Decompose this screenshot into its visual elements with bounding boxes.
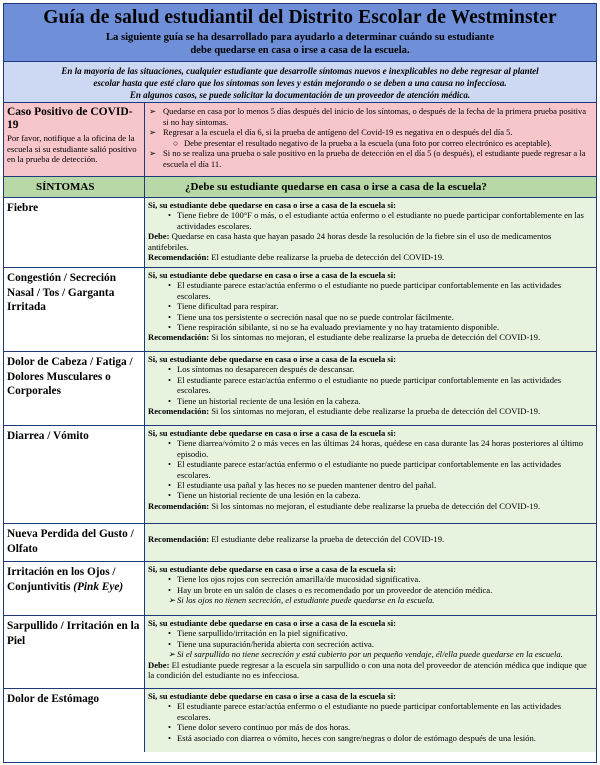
guidance-must: Debe: El estudiante puede regresar a la escuela sin sarpullido o con una nota del proveedor de atención médica que indique que la condición del estudiante no es infecciosa. (148, 659, 587, 681)
guidance-bullet: ➢ Si el sarpullido no tiene secreción y está cubierto por un pequeño vendaje, él/ella puede quedarse en la escuela. (168, 649, 563, 660)
bullet-icon: • (168, 210, 172, 221)
bullet-icon: • (168, 722, 172, 733)
guidance-bullet: • El estudiante parece estar/actúa enfermo o el estudiante no puede participar confortablemente en las actividades escolares. (168, 374, 562, 396)
bullet-icon: • (168, 301, 172, 312)
covid-item: ➢ Regresar a la escuela el día 6, si la prueba de antígeno del Covid-19 es negativa en o después del día 5. (149, 127, 513, 137)
symptom-guidance (145, 562, 596, 615)
bullet-icon: • (168, 280, 172, 291)
guidance-bullet: • Tiene una supuración/herida abierta con secreción activa. (168, 638, 375, 649)
guide-subtitle-line2: debe quedarse en casa o irse a casa de la escuela. (190, 45, 410, 56)
guidance-recommendation: Recomendación: El estudiante debe realizarse la prueba de detección del COVID-19. (148, 252, 445, 263)
symptom-name: Dolor de Estómago (4, 689, 145, 752)
guidance-bullet: • El estudiante parece estar/actúa enfermo o el estudiante no puede participar confortablemente en las actividades escolares. (168, 459, 562, 480)
guidance-bullet: • Tiene dolor severo continuo por más de dos horas. (168, 722, 351, 733)
symptom-name: Congestión / Secreción Nasal / Tos / Garganta Irritada (4, 268, 145, 351)
bullet-icon: • (168, 322, 172, 333)
guidance-bullet: • Los síntomas no desaparecen después de descansar. (168, 364, 355, 375)
guide-header (4, 4, 596, 62)
guidance-recommendation: Recomendación: El estudiante debe realizarse la prueba de detección del COVID-19. (148, 534, 445, 544)
guidance-bullet: • Tiene fiebre de 100°F o más, o el estudiante actúa enfermo o el estudiante no puede participar confortablemente en las actividades escolares. (168, 210, 584, 231)
bullet-icon: • (168, 374, 172, 385)
covid-item: ➢ Quedarse en casa por lo menos 5 días después del inicio de los síntomas, o después de la fecha de la primera prueba positiva si no hay síntomas. (149, 106, 586, 127)
symptom-name: Sarpullido / Irritación en la Piel (4, 616, 145, 688)
guidance-bullet: • Hay un brote en un salón de clases o es recomendado por un proveedor de atención médica. (168, 584, 493, 595)
guidance-bullet: • Tiene diarrea/vómito 2 o más veces en las últimas 24 horas, quédese en casa durante las 24 horas posteriores al último episodio. (168, 438, 584, 459)
guide-title: Guía de salud estudiantil del Distrito Escolar de Westminster (43, 7, 557, 28)
arrow-icon: ➢ (168, 649, 176, 660)
symptom-guidance (145, 689, 596, 752)
guidance-recommendation: Recomendación: Si los síntomas no mejoran, el estudiante debe realizarse la prueba de detección del COVID-19. (148, 332, 541, 343)
guidance-bullet: ➢ Si los ojos no tienen secreción, el estudiante puede quedarse en la escuela. (168, 595, 435, 606)
guidance-lead: Si, su estudiante debe quedarse en casa o irse a casa de la escuela si: (148, 564, 397, 574)
table-row (4, 198, 596, 268)
column-header-question: ¿Debe su estudiante quedarse en casa o irse a casa de la escuela? (185, 181, 487, 193)
table-row (4, 616, 596, 689)
covid-section (4, 103, 596, 177)
guidance-lead: Si, su estudiante debe quedarse en casa o irse a casa de la escuela si: (148, 691, 397, 701)
intro-line3: En algunos casos, se puede solicitar la documentación de un proveedor de atención médica. (129, 90, 471, 100)
bullet-icon: • (168, 480, 172, 491)
guidance-lead: Si, su estudiante debe quedarse en casa o irse a casa de la escuela si: (148, 428, 397, 438)
symptom-name-alt: (Pink Eye) (73, 580, 124, 593)
intro-notice (4, 62, 596, 103)
guidance-bullet: • Tiene un historial reciente de una lesión en la cabeza. (168, 490, 361, 501)
column-header-symptoms: SÍNTOMAS (4, 177, 145, 197)
guidance-recommendation: Recomendación: Si los síntomas no mejoran, el estudiante debe realizarse la prueba de detección del COVID-19. (148, 500, 541, 511)
bullet-icon: • (168, 574, 172, 585)
symptom-guidance (145, 352, 596, 425)
guidance-bullet: • Tiene respiración sibilante, si no se ha evaluado previamente y no hay tratamiento disponible. (168, 322, 500, 333)
bullet-icon: • (168, 701, 172, 712)
symptom-name: Nueva Perdida del Gusto / Olfato (4, 524, 145, 561)
symptom-guidance (145, 198, 596, 267)
symptoms-table-header (4, 177, 596, 198)
guidance-lead: Si, su estudiante debe quedarse en casa o irse a casa de la escuela si: (148, 270, 397, 280)
guidance-lead: Si, su estudiante debe quedarse en casa o irse a casa de la escuela si: (148, 200, 397, 210)
arrow-icon: ➢ (149, 127, 157, 137)
bullet-icon: • (168, 364, 172, 375)
symptom-name: Dolor de Cabeza / Fatiga / Dolores Musculares o Corporales (4, 352, 145, 425)
covid-subitem: ○ Debe presentar el resultado negativo de la prueba a la escuela (una foto por correo electrónico es aceptable). (173, 137, 552, 148)
table-row (4, 689, 596, 752)
symptom-guidance (145, 426, 596, 523)
guidance-lead: Si, su estudiante debe quedarse en casa o irse a casa de la escuela si: (148, 354, 397, 364)
symptom-name: Diarrea / Vómito (4, 426, 145, 523)
circle-bullet-icon: ○ (173, 137, 179, 148)
table-row (4, 524, 596, 562)
guidance-bullet: • El estudiante usa pañal y las heces no se pueden mantener dentro del pañal. (168, 480, 437, 491)
bullet-icon: • (168, 395, 172, 406)
bullet-icon: • (168, 490, 172, 501)
symptom-guidance (145, 268, 596, 351)
intro-line2: escolar hasta que esté claro que los síntomas son leves y están mejorando o se deben a una causa no infecciosa. (93, 78, 507, 88)
covid-title: Caso Positivo de COVID-19 (7, 106, 133, 131)
guidance-bullet: • Tiene un historial reciente de una lesión en la cabeza. (168, 395, 361, 406)
symptom-guidance (145, 616, 596, 688)
symptom-name: Irritación en los Ojos / Conjuntivitis (Pink Eye) (4, 562, 145, 615)
symptom-guidance (145, 524, 596, 561)
bullet-icon: • (168, 459, 172, 470)
guide-subtitle-line1: La siguiente guía se ha desarrollado para ayudarlo a determinar cuándo su estudiante (105, 32, 495, 43)
guidance-lead: Si, su estudiante debe quedarse en casa o irse a casa de la escuela si: (148, 618, 397, 628)
bullet-icon: • (168, 438, 172, 449)
intro-line1: En la mayoría de las situaciones, cualquier estudiante que desarrolle síntomas nuevos e inexplicables no debe regresar al plantel (61, 66, 539, 76)
guidance-bullet: • Tiene dificultad para respirar. (168, 301, 279, 312)
arrow-icon: ➢ (149, 106, 157, 116)
covid-note: Por favor, notifique a la oficina de la escuela si su estudiante salió positivo en la prueba de detección. (7, 133, 137, 164)
covid-item: ➢ Si no se realiza una prueba o sale positivo en la prueba de detección en el día 5 (o después), el estudiante puede regresar a la escuela el día 11. (149, 148, 586, 169)
bullet-icon: • (168, 732, 172, 743)
health-guide-document (3, 3, 597, 763)
bullet-icon: • (168, 628, 172, 639)
symptom-name: Fiebre (4, 198, 145, 267)
table-row (4, 562, 596, 616)
guidance-bullet: • Tiene una tos persistente o secreción nasal que no se puede controlar fácilmente. (168, 311, 454, 322)
arrow-icon: ➢ (168, 595, 176, 606)
guidance-must: Debe: Quedarse en casa hasta que hayan pasado 24 horas desde la resolución de la fiebre sin el uso de medicamentos antifebriles. (148, 231, 552, 252)
guidance-bullet: • Tiene los ojos rojos con secreción amarilla/de mucosidad significativa. (168, 574, 421, 585)
bullet-icon: • (168, 311, 172, 322)
covid-label-cell (4, 103, 145, 176)
table-row (4, 426, 596, 524)
guidance-recommendation: Recomendación: Si los síntomas no mejoran, el estudiante debe realizarse la prueba de detección del COVID-19. (148, 406, 541, 417)
covid-instructions (145, 103, 596, 176)
guidance-bullet: • El estudiante parece estar/actúa enfermo o el estudiante no puede participar confortablemente en las actividades escolares. (168, 280, 562, 301)
bullet-icon: • (168, 584, 172, 595)
guidance-bullet: • El estudiante parece estar/actúa enfermo o el estudiante no puede participar confortablemente en las actividades escolares. (168, 701, 562, 722)
guidance-bullet: • Tiene sarpullido/irritación en la piel significativo. (168, 628, 348, 639)
arrow-icon: ➢ (149, 148, 157, 158)
table-row (4, 352, 596, 426)
bullet-icon: • (168, 638, 172, 649)
guidance-bullet: • Está asociado con diarrea o vómito, heces con sangre/negras o dolor de estómago después de una lesión. (168, 732, 536, 743)
table-row (4, 268, 596, 352)
